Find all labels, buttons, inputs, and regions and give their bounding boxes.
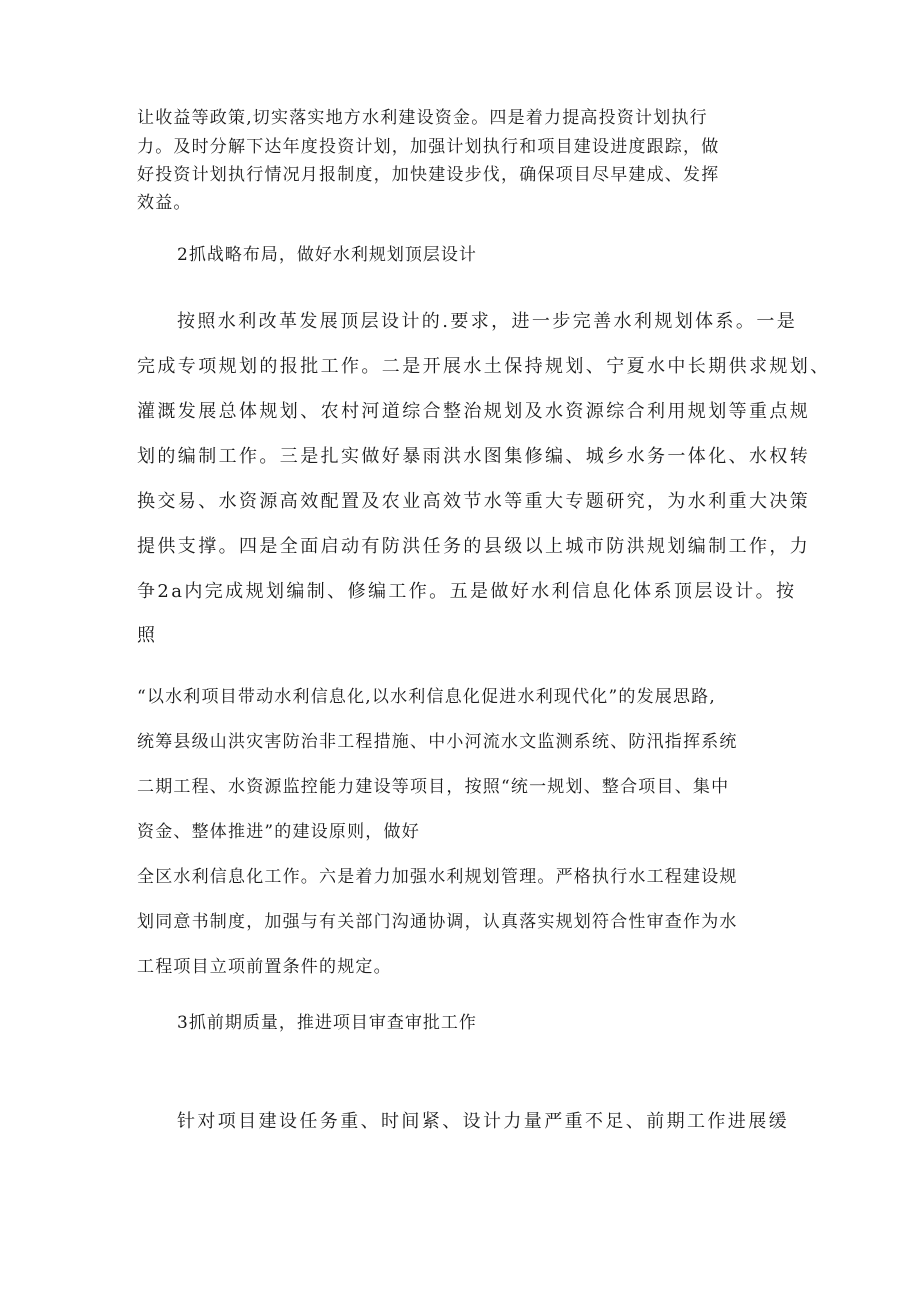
section-heading-2: 2抓战略布局，做好水利规划顶层设计 <box>177 245 477 265</box>
paragraph-line: 划同意书制度，加强与有关部门沟通协调，认真落实规划符合性审查作为水 <box>137 912 738 932</box>
paragraph-line: 针对项目建设任务重、时间紧、设计力量严重不足、前期工作进展缓 <box>177 1111 789 1132</box>
paragraph-line: 按照水利改革发展顶层设计的.要求，进一步完善水利规划体系。一是 <box>177 311 798 332</box>
paragraph-line: 全区水利信息化工作。六是着力加强水利规划管理。严格执行水工程建设规 <box>137 867 738 887</box>
paragraph-line: 统筹县级山洪灾害防治非工程措施、中小河流水文监测系统、防汛指挥系统 <box>137 732 738 752</box>
paragraph-line: 划的编制工作。三是扎实做好暴雨洪水图集修编、城乡水务一体化、水权转 <box>137 446 811 467</box>
paragraph-line: 让收益等政策,切实落实地方水利建设资金。四是着力提高投资计划执行 <box>137 108 708 128</box>
paragraph-line: “以水利项目带动水利信息化,以水利信息化促进水利现代化”的发展思路, <box>137 687 716 707</box>
section-heading-3: 3抓前期质量，推进项目审查审批工作 <box>177 1013 477 1033</box>
paragraph-line: 提供支撑。四是全面启动有防洪任务的县级以上城市防洪规划编制工作，力 <box>137 536 811 557</box>
paragraph-line: 完成专项规划的报批工作。二是开展水土保持规划、宁夏水中长期供求规划、 <box>137 356 831 377</box>
paragraph-line: 灌溉发展总体规划、农村河道综合整治规划及水资源综合利用规划等重点规 <box>137 401 811 422</box>
paragraph-line: 力。及时分解下达年度投资计划，加强计划执行和项目建设进度跟踪，做 <box>137 137 720 157</box>
paragraph-line: 工程项目立项前置条件的规定。 <box>137 957 392 977</box>
paragraph-line: 资金、整体推进”的建设原则，做好 <box>137 822 420 842</box>
paragraph-line: 二期工程、水资源监控能力建设等项目，按照“统一规划、整合项目、集中 <box>137 777 730 797</box>
paragraph-line: 换交易、水资源高效配置及农业高效节水等重大专题研究，为水利重大决策 <box>137 491 811 512</box>
paragraph-line: 照 <box>137 625 158 646</box>
paragraph-line: 好投资计划执行情况月报制度，加快建设步伐，确保项目尽早建成、发挥 <box>137 165 720 185</box>
paragraph-line: 效益。 <box>137 193 192 213</box>
paragraph-line: 争2a内完成规划编制、修编工作。五是做好水利信息化体系顶层设计。按 <box>137 581 797 602</box>
